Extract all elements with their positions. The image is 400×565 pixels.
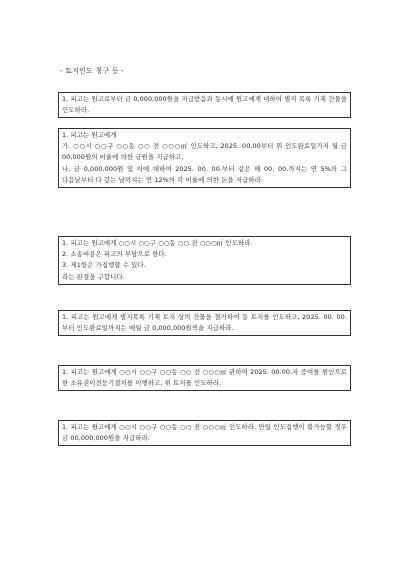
claim-line: 1. 피고는 원고에게 ○○시 ○○구 ○○동 ○○ 전 ○○○㎡ 인도하라. 만일 인도집행이 불가능할 경우 금 00,000,000원을 지급하라. bbox=[62, 423, 347, 443]
claim-box-1 bbox=[58, 92, 351, 118]
claim-line: 1. 피고는 원고에게 ○○시 ○○구 ○○동 ○○ 전 ○○○㎡ 관하여 2025. 00.00.자 증여를 원인으로 한 소유권이전등기절차를 이행하고, 위 토지를 인도하라. bbox=[62, 368, 347, 388]
claim-line: 1. 피고는 원고에게 ○○시 ○○구 ○○동 ○○ 전 ○○○㎡ 인도하라. bbox=[62, 239, 253, 247]
claim-line: 가. ○○시 ○○구 ○○동 ○○ 전 ○○○㎡ 인도하고, 2025. 00.00부터 위 인도완료일가지 월 금 00,000원의 비율에 의한 금원을 지급하고, bbox=[62, 142, 347, 162]
claim-line: 라는 판결을 구합니다. bbox=[62, 272, 125, 281]
claim-box-6 bbox=[58, 420, 351, 446]
claim-box-4 bbox=[58, 310, 351, 336]
claim-line: 나. 금 0,000,000원 및 이에 대하여 2025. 00. 00.부터 같은 해 00. 00.까지는 연 5%의 그 다음날부터 다 갚는 날까지는 연 12%의 각 비율에 의한 돈을 지급하라. bbox=[62, 164, 347, 184]
claim-box-2 bbox=[58, 128, 351, 188]
claim-box-3 bbox=[58, 236, 351, 285]
document-heading: - 토지인도 청구 등 - bbox=[60, 67, 124, 75]
claim-line: 1. 피고는 원고에게 별지목록 기재 토지 상의 건물을 철거하여 동 토지를 인도하고, 2025. 00. 00.부터 인도완료일까지는 매월 금 0,000,000원씩을 지급하라. bbox=[62, 313, 347, 333]
claim-box-5 bbox=[58, 365, 351, 391]
claim-line: 3. 제1항은 가집행할 수 있다. bbox=[62, 261, 146, 270]
claim-line: 2. 소송비용은 피고의 부담으로 한다. bbox=[62, 250, 167, 259]
claim-line: 1. 피고는 원고에게 bbox=[62, 131, 117, 139]
claim-line: 1. 피고는 원고로부터 금 0,000,000원을 지급받음과 동시에 원고에게 대하여 별지 목록 기재 건물을 인도하라. bbox=[62, 95, 347, 115]
